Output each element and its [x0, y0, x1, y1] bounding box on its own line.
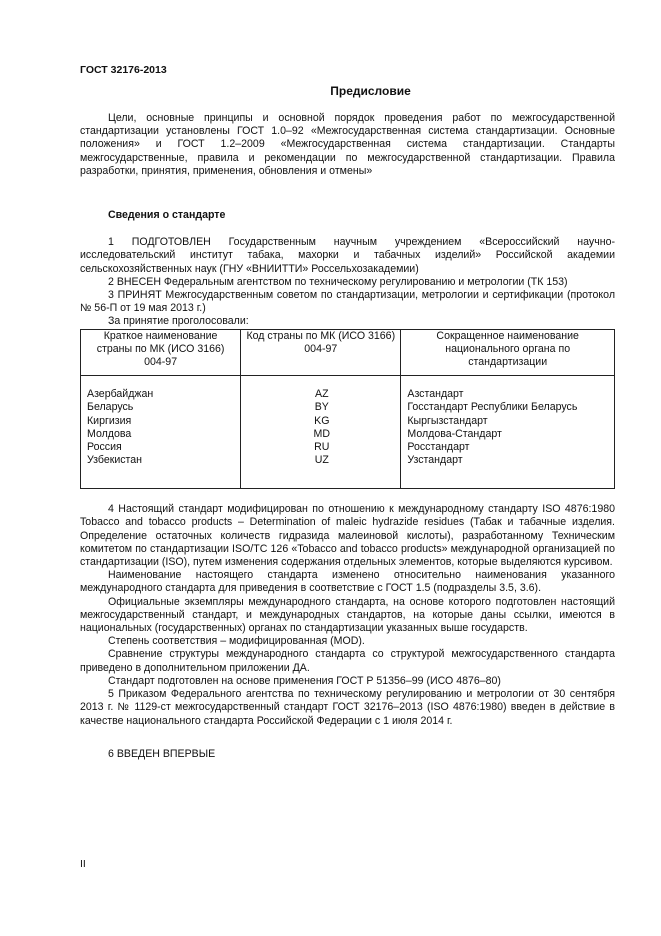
table-header-body: Сокращенное наименование национального органа по стандартизации [401, 329, 615, 376]
info-heading: Сведения о стандарте [108, 209, 226, 222]
item-4-copies-note: Официальные экземпляры международного стандарта, на основе которого подготовлен настоящий межгосударственный стандарт, и международных стандартов, на которые даны ссылки, имеются в национальных (государственных) органах по стандартизации указанных выше государств. [80, 595, 615, 635]
country-name: Киргизия [87, 414, 132, 427]
country-code: MD [313, 427, 331, 440]
standards-body: Кыргызстандарт [407, 414, 488, 427]
standards-body: Азстандарт [407, 388, 464, 401]
document-body [80, 112, 615, 761]
country-name: Беларусь [87, 401, 134, 414]
standards-body: Росстандарт [407, 441, 470, 454]
page-title: Предисловие [330, 84, 411, 98]
code-list [241, 376, 401, 489]
body-list [401, 376, 615, 489]
table-header-country: Краткое наименование страны по МК (ИСО 3166) 004-97 [81, 329, 241, 376]
country-name: Узбекистан [87, 454, 143, 467]
page-number: II [80, 858, 86, 870]
country-code: AZ [315, 388, 329, 401]
country-name: Молдова [87, 427, 132, 440]
item-4-comparison-note: Сравнение структуры международного стандарта со структурой межгосударственного стандарта приведено в дополнительном приложении ДА. [80, 648, 615, 674]
country-code: BY [314, 401, 329, 414]
country-code: UZ [314, 454, 329, 467]
intro-paragraph: Цели, основные принципы и основной порядок проведения работ по межгосударственной стандартизации установлены ГОСТ 1.0–92 «Межгосударственная система стандартизации. Основные положения» и ГОСТ 1.2–2009 «Межгосударственная система стандартизации. Стандарты межгосударственные, правила и рекомендации по межгосударственной стандартизации. Правила разработки, принятия, применения, обновления и отмены» [80, 112, 615, 177]
table-header-code: Код страны по МК (ИСО 3166) 004-97 [241, 329, 401, 376]
voting-table [80, 329, 615, 490]
country-code: RU [314, 441, 330, 454]
item-4-degree-note: Степень соответствия – модифицированная (MOD). [108, 635, 365, 648]
document-id: ГОСТ 32176-2013 [80, 64, 167, 76]
country-name: Азербайджан [87, 388, 154, 401]
standards-body: Узстандарт [407, 454, 463, 467]
standards-body: Госстандарт Республики Беларусь [407, 401, 578, 414]
country-code: KG [314, 414, 330, 427]
country-list [81, 376, 241, 489]
standards-body: Молдова-Стандарт [407, 427, 502, 440]
item-1-paragraph: 1 ПОДГОТОВЛЕН Государственным научным учреждением «Всероссийский научно-исследовательский институт табака, махорки и табачных изделий» Российской академии сельскохозяйственных наук (ГНУ «ВНИИТТИ» Россельхозакадемии) [80, 236, 615, 275]
country-name: Россия [87, 441, 122, 454]
item-2-paragraph: 2 ВНЕСЕН Федеральным агентством по техническому регулированию и метрологии (ТК 153) [108, 275, 568, 288]
item-4-basis-note: Стандарт подготовлен на основе применения ГОСТ Р 51356–99 (ИСО 4876–80) [108, 674, 501, 687]
item-5-paragraph: 5 Приказом Федерального агентства по техническому регулированию и метрологии от 30 сентября 2013 г. № 1129-ст межгосударственный стандарт ГОСТ 32176–2013 (ISO 4876:1980) введен в действие в качестве национального стандарта Российской Федерации с 1 июля 2014 г. [80, 688, 615, 727]
voted-label: За принятие проголосовали: [108, 315, 249, 328]
item-6-paragraph: 6 ВВЕДЕН ВПЕРВЫЕ [108, 747, 216, 760]
item-3-paragraph: 3 ПРИНЯТ Межгосударственным советом по стандартизации, метрологии и сертификации (протокол № 56-П от 19 мая 2013 г.) [80, 289, 615, 315]
item-4-paragraph: 4 Настоящий стандарт модифицирован по отношению к международному стандарту ISO 4876:1980 Tobacco and tobacco products – Determination of maleic hydrazide residues (Табак и табачные изделия. Определение остаточных количеств гидразида малеиновой кислоты), разработанному Техническим комитетом по стандартизации ISO/TC 126 «Tobacco and tobacco products» международной организацией по стандартизации (ISO), путем изменения содержания отдельных элементов, которые выделяются курсивом. [80, 503, 615, 569]
table-row [81, 376, 615, 489]
item-4-name-note: Наименование настоящего стандарта изменено относительно наименования указанного международного стандарта для приведения в соответствие с ГОСТ 1.5 (подразделы 3.5, 3.6). [80, 569, 615, 595]
